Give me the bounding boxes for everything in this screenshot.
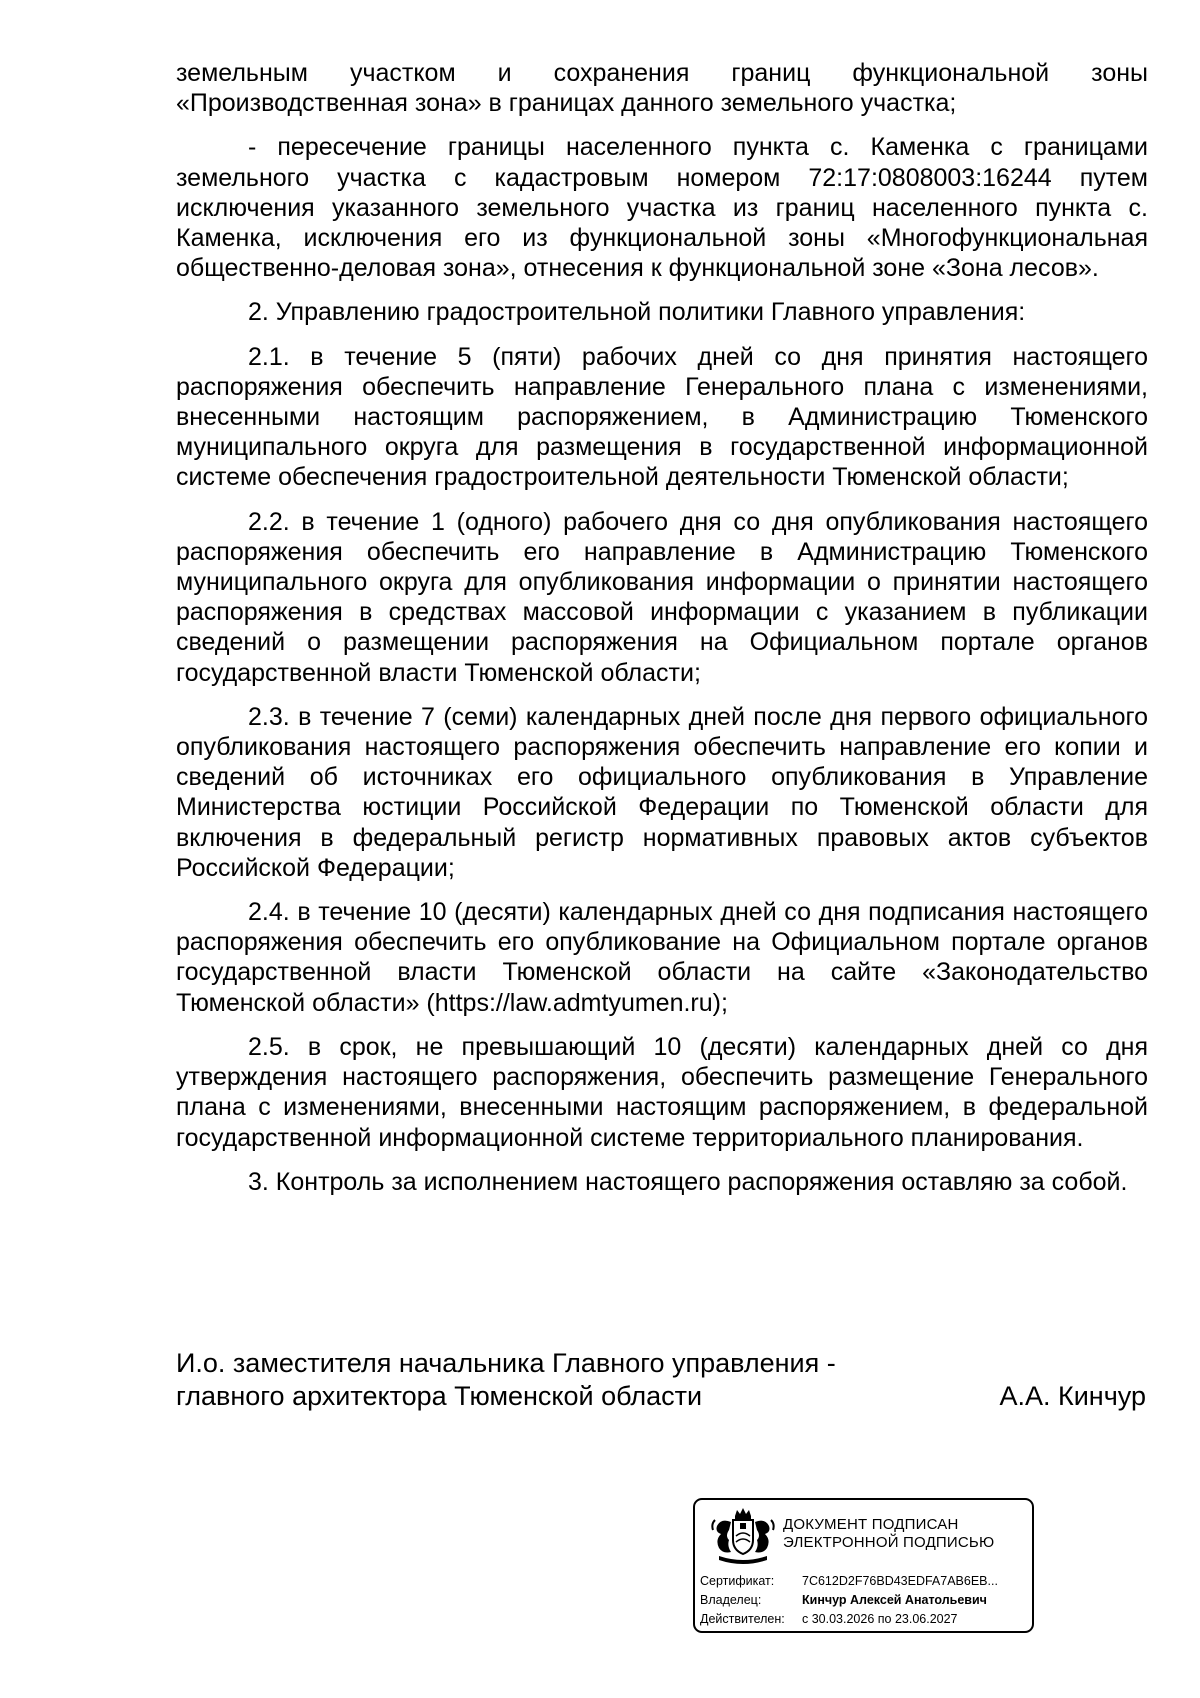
tyumen-coat-of-arms-icon — [705, 1506, 781, 1566]
owner-value: Кинчур Алексей Анатольевич — [802, 1593, 987, 1607]
paragraph-5: 2.3. в течение 7 (семи) календарных дней после дня первого официального опубликования настоящего распоряжения обеспечить направление его копии и сведений об источниках его официального опубликования в Управление Министерства юстиции Российской Федерации по Тюменской области для включения в федеральный регистр нормативных правовых актов субъектов Российской Федерации; — [176, 702, 1148, 882]
document-body — [176, 58, 1148, 1211]
paragraph-8: 3. Контроль за исполнением настоящего распоряжения оставляю за собой. — [248, 1167, 1128, 1196]
signer-name: А.А. Кинчур — [999, 1381, 1146, 1411]
paragraph-0: земельным участком и сохранения границ функциональной зоны «Производственная зона» в границах данного земельного участка; — [176, 59, 1148, 118]
paragraph-2: 2. Управлению градостроительной политики Главного управления: — [248, 298, 1026, 327]
signer-position-line-1: И.о. заместителя начальника Главного управления - — [176, 1348, 836, 1378]
paragraph-3: 2.1. в течение 5 (пяти) рабочих дней со дня принятия настоящего распоряжения обеспечить направление Генерального плана с изменениями, внесенными настоящим распоряжением, в Администрацию Тюменского муниципального округа для размещения в государственной информационной системе обеспечения градостроительной деятельности Тюменской области; — [176, 342, 1148, 492]
certificate-label: Сертификат: — [700, 1574, 775, 1588]
stamp-details — [700, 1572, 1032, 1629]
validity-value: с 30.03.2026 по 23.06.2027 — [802, 1612, 958, 1626]
validity-label: Действителен: — [700, 1612, 785, 1626]
certificate-value: 7C612D2F76BD43EDFA7AB6EB... — [802, 1574, 998, 1588]
electronic-signature-stamp — [693, 1498, 1034, 1633]
stamp-title-line-1: ДОКУМЕНТ ПОДПИСАН — [783, 1516, 959, 1533]
signature-block — [176, 1347, 1148, 1413]
paragraph-4: 2.2. в течение 1 (одного) рабочего дня со дня опубликования настоящего распоряжения обеспечить его направление в Администрацию Тюменского муниципального округа для опубликования информации о принятии настоящего распоряжения в средствах массовой информации с указанием в публикации сведений о размещении распоряжения на Официальном портале органов государственной власти Тюменской области; — [176, 507, 1148, 687]
stamp-row-certificate — [700, 1572, 1032, 1591]
paragraph-1: - пересечение границы населенного пункта с. Каменка с границами земельного участка с кадастровым номером 72:17:0808003:16244 путем исключения указанного земельного участка из границ населенного пункта с. Каменка, исключения его из функциональной зоны «Многофункциональная общественно-деловая зона», отнесения к функциональной зоне «Зона лесов». — [176, 133, 1148, 283]
owner-label: Владелец: — [700, 1593, 762, 1607]
stamp-title — [783, 1516, 1028, 1552]
signer-position-line-2: главного архитектора Тюменской области — [176, 1381, 703, 1411]
stamp-row-validity — [700, 1610, 1032, 1629]
stamp-title-line-2: ЭЛЕКТРОННОЙ ПОДПИСЬЮ — [783, 1534, 995, 1551]
stamp-row-owner — [700, 1591, 1032, 1610]
paragraph-6: 2.4. в течение 10 (десяти) календарных дней со дня подписания настоящего распоряжения обеспечить его опубликование на Официальном портале органов государственной власти Тюменской области на сайте «Законодательство Тюменской области» (https://law.admtyumen.ru); — [176, 898, 1148, 1017]
paragraph-7: 2.5. в срок, не превышающий 10 (десяти) календарных дней со дня утверждения настоящего распоряжения, обеспечить размещение Генерального плана с изменениями, внесенными настоящим распоряжением, в федеральной государственной информационной системе территориального планирования. — [176, 1032, 1148, 1152]
